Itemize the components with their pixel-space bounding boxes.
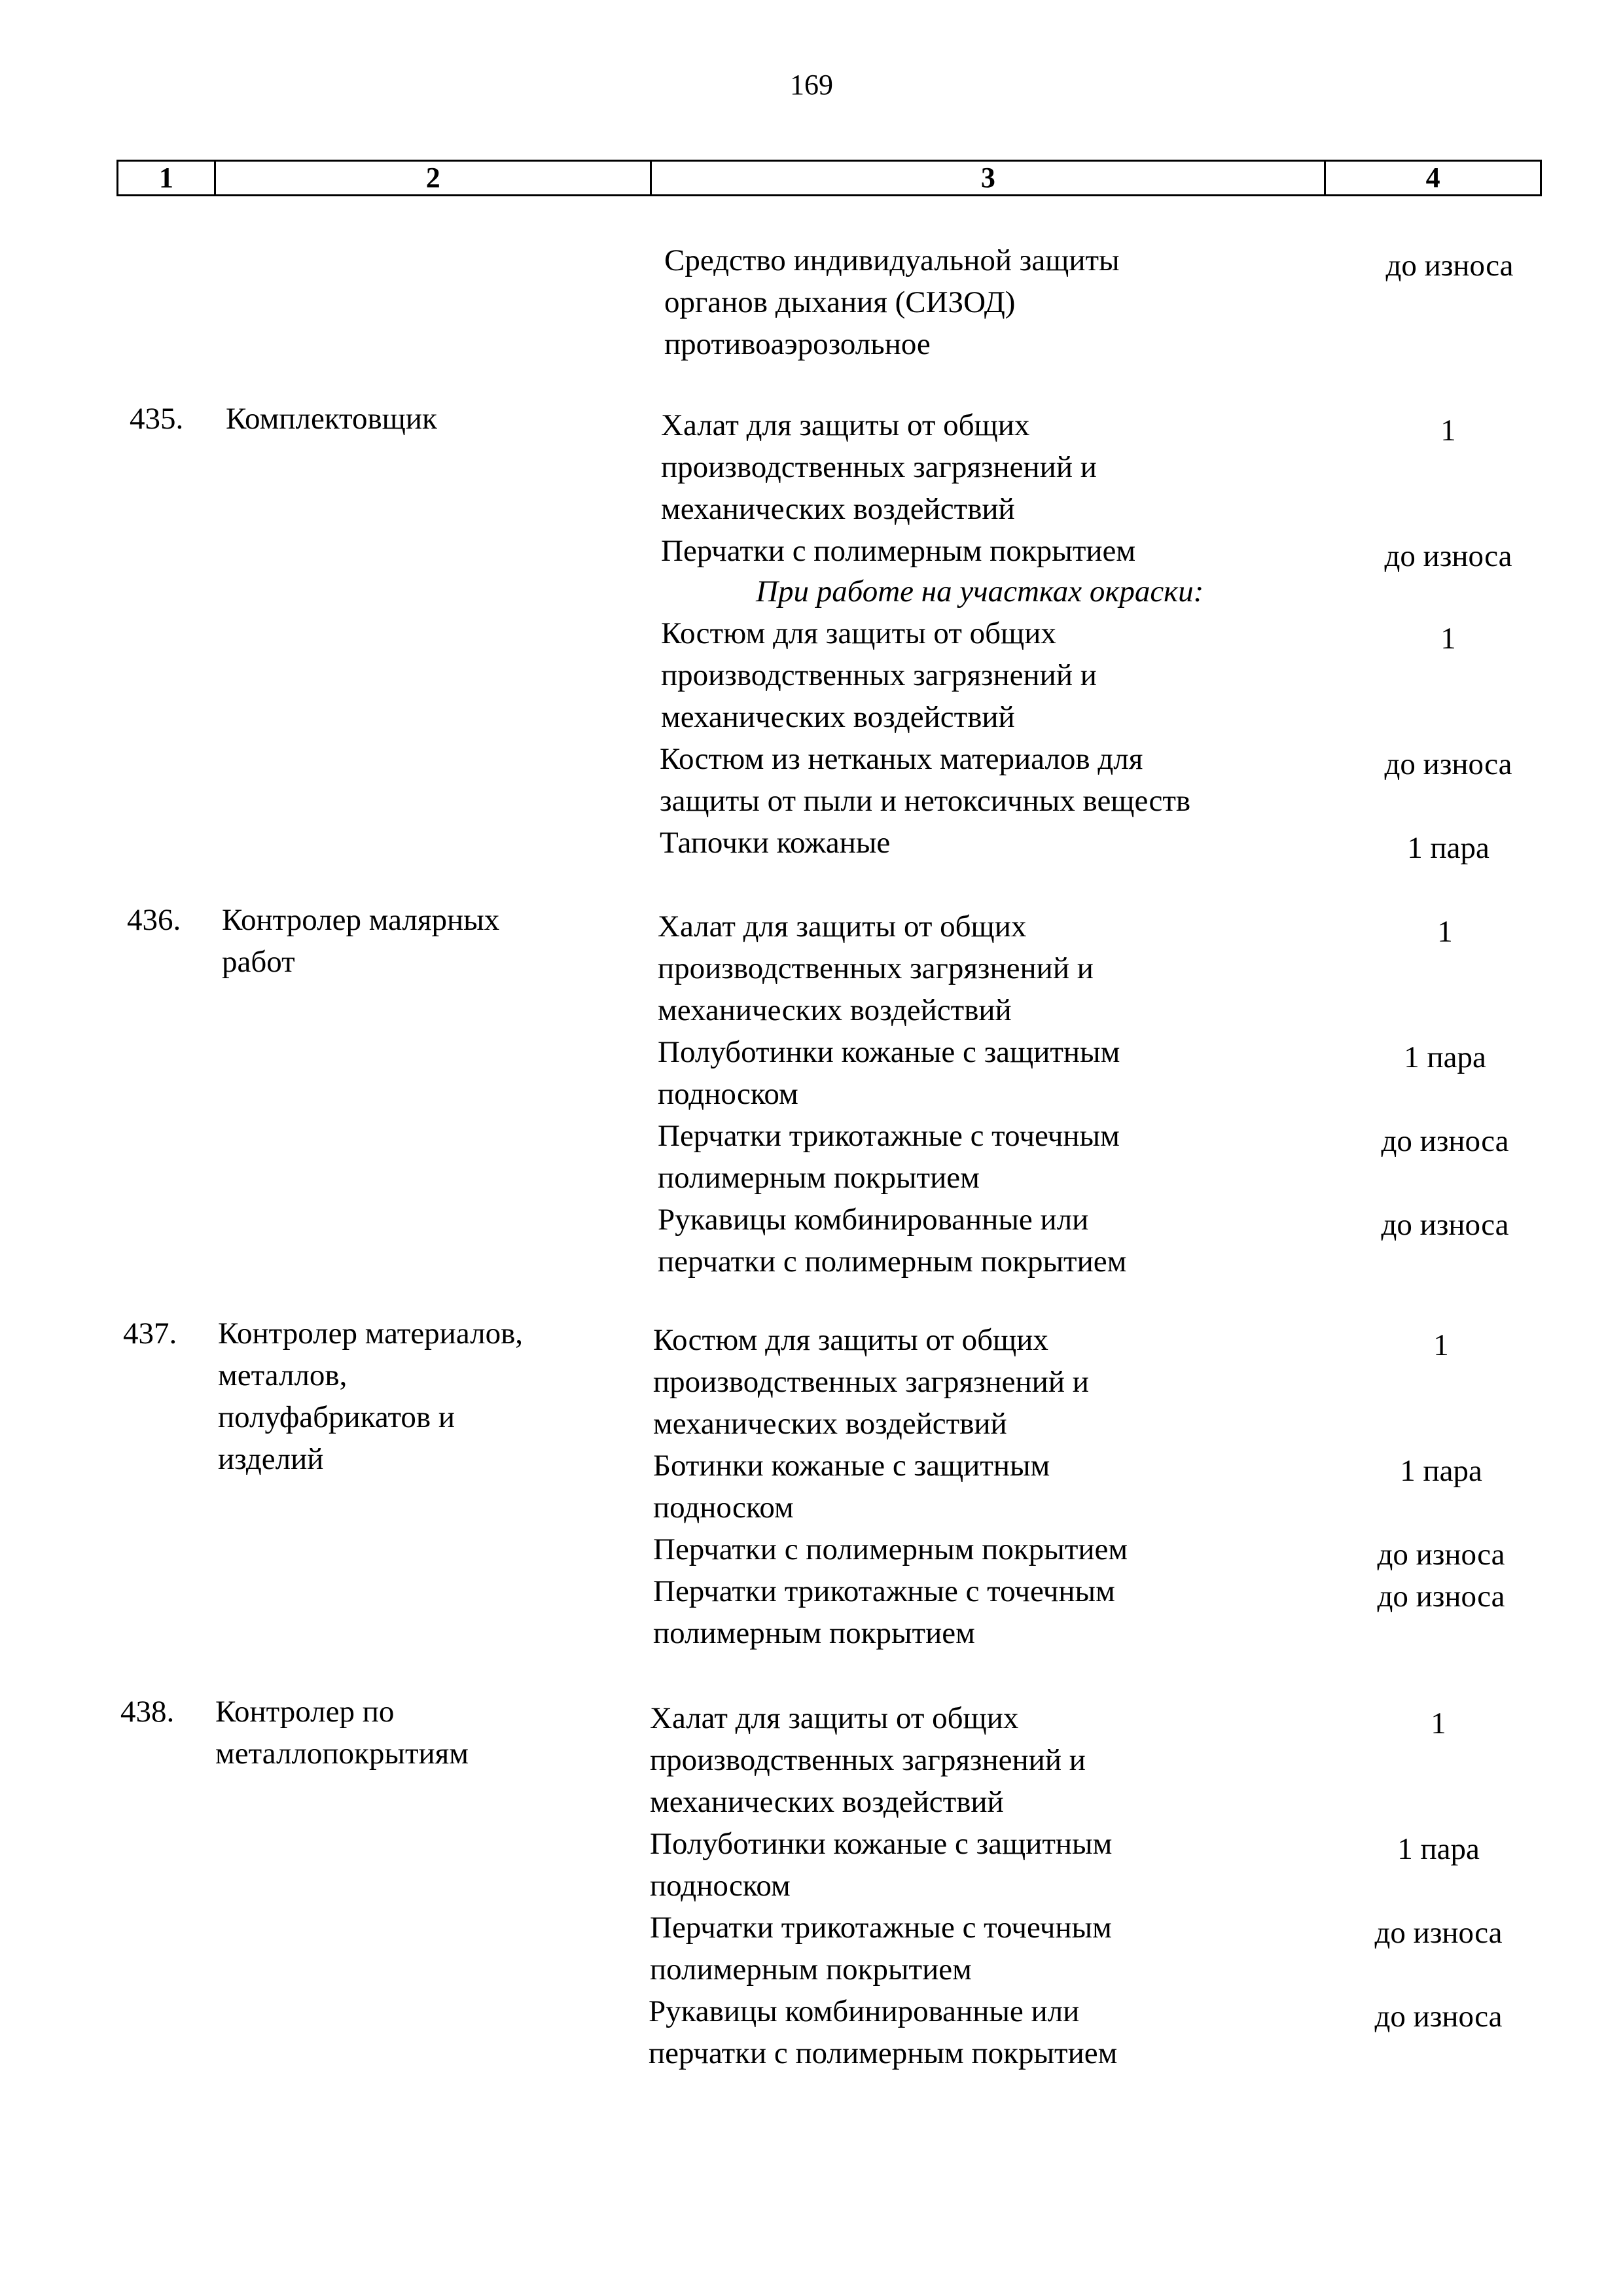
item-line: Перчатки трикотажные с точечным <box>653 1574 1115 1608</box>
item-quantity: до износа <box>1374 2000 1503 2034</box>
item-quantity: до износа <box>1377 1538 1505 1572</box>
item-quantity: до износа <box>1374 1916 1503 1950</box>
item-line: производственных загрязнений и <box>658 951 1094 985</box>
item-quantity: до износа <box>1385 249 1514 283</box>
item-quantity: 1 <box>1433 1328 1449 1362</box>
profession-title: полуфабрикатов и <box>218 1400 455 1434</box>
item-line: производственных загрязнений и <box>650 1743 1086 1777</box>
item-quantity: 1 <box>1440 622 1456 656</box>
entry-number: 438. <box>120 1695 175 1729</box>
item-line: Халат для защиты от общих <box>658 910 1027 944</box>
profession-title: Комплектовщик <box>226 402 437 436</box>
item-line: органов дыхания (СИЗОД) <box>664 285 1016 319</box>
item-line: защиты от пыли и нетоксичных веществ <box>660 784 1191 818</box>
work-condition-note: При работе на участках окраски: <box>756 574 1204 609</box>
item-quantity: 1 <box>1437 915 1453 949</box>
item-line: механических воздействий <box>661 700 1015 734</box>
column-header-table <box>116 160 1542 196</box>
item-quantity: 1 пара <box>1397 1832 1480 1866</box>
header-col-4: 4 <box>1325 161 1541 196</box>
item-line: Перчатки трикотажные с точечным <box>650 1911 1112 1945</box>
item-line: полимерным покрытием <box>650 1952 972 1987</box>
item-line: производственных загрязнений и <box>661 658 1097 692</box>
item-line: Средство индивидуальной защиты <box>664 243 1120 277</box>
page-number: 169 <box>790 69 833 101</box>
item-line: Ботинки кожаные с защитным <box>653 1449 1050 1483</box>
item-line: подноском <box>653 1491 794 1525</box>
item-line: Костюм для защиты от общих <box>653 1323 1048 1357</box>
item-line: Халат для защиты от общих <box>661 408 1030 442</box>
item-line: механических воздействий <box>661 492 1015 526</box>
header-col-1: 1 <box>118 161 215 196</box>
item-line: полимерным покрытием <box>653 1616 975 1650</box>
item-line: Полуботинки кожаные с защитным <box>658 1035 1120 1069</box>
item-line: Перчатки с полимерным покрытием <box>661 534 1136 568</box>
profession-title: Контролер материалов, <box>218 1316 524 1351</box>
item-line: Полуботинки кожаные с защитным <box>650 1827 1113 1861</box>
item-quantity: до износа <box>1381 1208 1509 1242</box>
entry-number: 437. <box>123 1316 177 1351</box>
profession-title: металлопокрытиям <box>215 1737 469 1771</box>
profession-title: Контролер малярных <box>222 903 500 937</box>
item-quantity: до износа <box>1377 1580 1505 1614</box>
item-line: производственных загрязнений и <box>653 1365 1089 1399</box>
item-line: противоаэрозольное <box>664 327 931 361</box>
profession-title: Контролер по <box>215 1695 395 1729</box>
item-line: Костюм для защиты от общих <box>661 616 1056 650</box>
item-line: подноском <box>650 1869 791 1903</box>
profession-title: металлов, <box>218 1358 348 1392</box>
profession-title: работ <box>222 945 295 979</box>
item-line: Перчатки трикотажные с точечным <box>658 1119 1120 1153</box>
item-line: подноском <box>658 1077 798 1111</box>
item-quantity: до износа <box>1384 539 1512 573</box>
item-line: Перчатки с полимерным покрытием <box>653 1532 1128 1566</box>
item-line: перчатки с полимерным покрытием <box>649 2036 1118 2070</box>
item-quantity: до износа <box>1381 1124 1509 1158</box>
item-line: Рукавицы комбинированные или <box>649 1994 1080 2028</box>
item-line: механических воздействий <box>650 1785 1004 1819</box>
item-line: перчатки с полимерным покрытием <box>658 1245 1127 1279</box>
item-line: Халат для защиты от общих <box>650 1701 1019 1735</box>
item-line: полимерным покрытием <box>658 1161 980 1195</box>
item-quantity: 1 пара <box>1400 1454 1482 1488</box>
item-quantity: до износа <box>1384 747 1512 781</box>
entry-number: 436. <box>127 903 181 937</box>
item-line: Тапочки кожаные <box>660 826 891 860</box>
header-col-2: 2 <box>215 161 651 196</box>
item-line: Костюм из нетканых материалов для <box>660 742 1143 776</box>
entry-number: 435. <box>130 402 184 436</box>
item-line: механических воздействий <box>653 1407 1007 1441</box>
item-quantity: 1 <box>1431 1706 1446 1740</box>
item-quantity: 1 <box>1440 414 1456 448</box>
item-line: Рукавицы комбинированные или <box>658 1203 1089 1237</box>
item-line: производственных загрязнений и <box>661 450 1097 484</box>
profession-title: изделий <box>218 1442 324 1476</box>
header-col-3: 3 <box>651 161 1325 196</box>
item-line: механических воздействий <box>658 993 1012 1027</box>
item-quantity: 1 пара <box>1407 831 1489 865</box>
item-quantity: 1 пара <box>1404 1040 1486 1074</box>
